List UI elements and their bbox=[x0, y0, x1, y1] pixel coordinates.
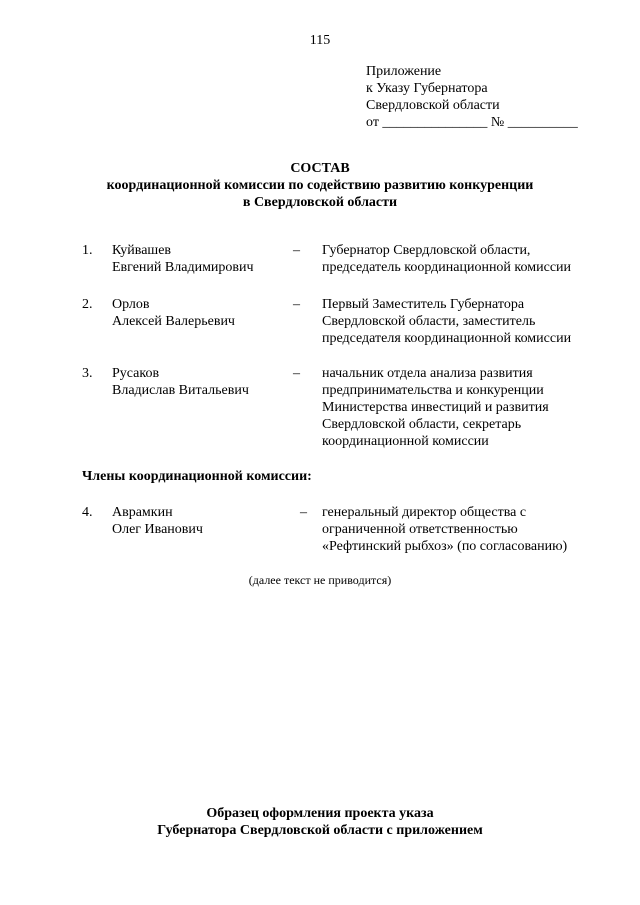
entry-description bbox=[322, 242, 622, 276]
given-names: Алексей Валерьевич bbox=[112, 314, 235, 329]
entry-name bbox=[112, 242, 254, 276]
title-line: координационной комиссии по содействию развитию конкуренции bbox=[106, 178, 534, 193]
description-line: ограниченной ответственностью bbox=[322, 522, 518, 537]
description-line: Губернатор Свердловской области, bbox=[322, 243, 531, 258]
given-names: Евгений Владимирович bbox=[112, 260, 254, 275]
description-line: Свердловской области, секретарь bbox=[322, 417, 522, 432]
entry-number: 2. bbox=[82, 297, 93, 312]
entry-description bbox=[322, 365, 622, 450]
surname: Орлов bbox=[112, 297, 150, 312]
description-line: председателя координационной комиссии bbox=[322, 331, 572, 346]
surname: Куйвашев bbox=[112, 243, 172, 258]
surname: Аврамкин bbox=[112, 505, 173, 520]
entry-description bbox=[322, 504, 622, 555]
footer-caption bbox=[0, 805, 640, 839]
appendix-header bbox=[366, 63, 606, 131]
given-names: Владислав Витальевич bbox=[112, 383, 249, 398]
description-line: начальник отдела анализа развития bbox=[322, 366, 533, 381]
description-line: «Рефтинский рыбхоз» (по согласованию) bbox=[322, 539, 568, 554]
entry-dash: – bbox=[293, 366, 300, 381]
surname: Русаков bbox=[112, 366, 160, 381]
description-line: координационной комиссии bbox=[322, 434, 489, 449]
appendix-line: к Указу Губернатора bbox=[366, 81, 488, 96]
entry-name bbox=[112, 296, 235, 330]
appendix-line: Приложение bbox=[366, 64, 442, 79]
entry-dash: – bbox=[293, 297, 300, 312]
description-line: Свердловской области, заместитель bbox=[322, 314, 536, 329]
given-names: Олег Иванович bbox=[112, 522, 203, 537]
entry-number: 4. bbox=[82, 505, 93, 520]
description-line: председатель координационной комиссии bbox=[322, 260, 572, 275]
entry-number: 1. bbox=[82, 243, 93, 258]
appendix-date-line: от _______________ № __________ bbox=[366, 115, 578, 130]
appendix-line: Свердловской области bbox=[366, 98, 500, 113]
description-line: Первый Заместитель Губернатора bbox=[322, 297, 525, 312]
omitted-note: (далее текст не приводится) bbox=[248, 573, 392, 587]
description-line: генеральный директор общества с bbox=[322, 505, 527, 520]
description-line: Министерства инвестиций и развития bbox=[322, 400, 549, 415]
entry-name bbox=[112, 365, 249, 399]
document-title bbox=[0, 160, 640, 211]
description-line: предпринимательства и конкуренции bbox=[322, 383, 544, 398]
title-line: в Свердловской области bbox=[242, 195, 398, 210]
title-line: СОСТАВ bbox=[290, 161, 350, 176]
entry-description bbox=[322, 296, 622, 347]
entry-dash: – bbox=[293, 243, 300, 258]
footer-line: Образец оформления проекта указа bbox=[206, 806, 434, 821]
entry-dash: – bbox=[300, 505, 307, 520]
page-number: 115 bbox=[309, 33, 331, 48]
entry-name bbox=[112, 504, 203, 538]
members-heading: Члены координационной комиссии: bbox=[82, 469, 312, 484]
entry-number: 3. bbox=[82, 366, 93, 381]
footer-line: Губернатора Свердловской области с приложением bbox=[157, 823, 483, 838]
